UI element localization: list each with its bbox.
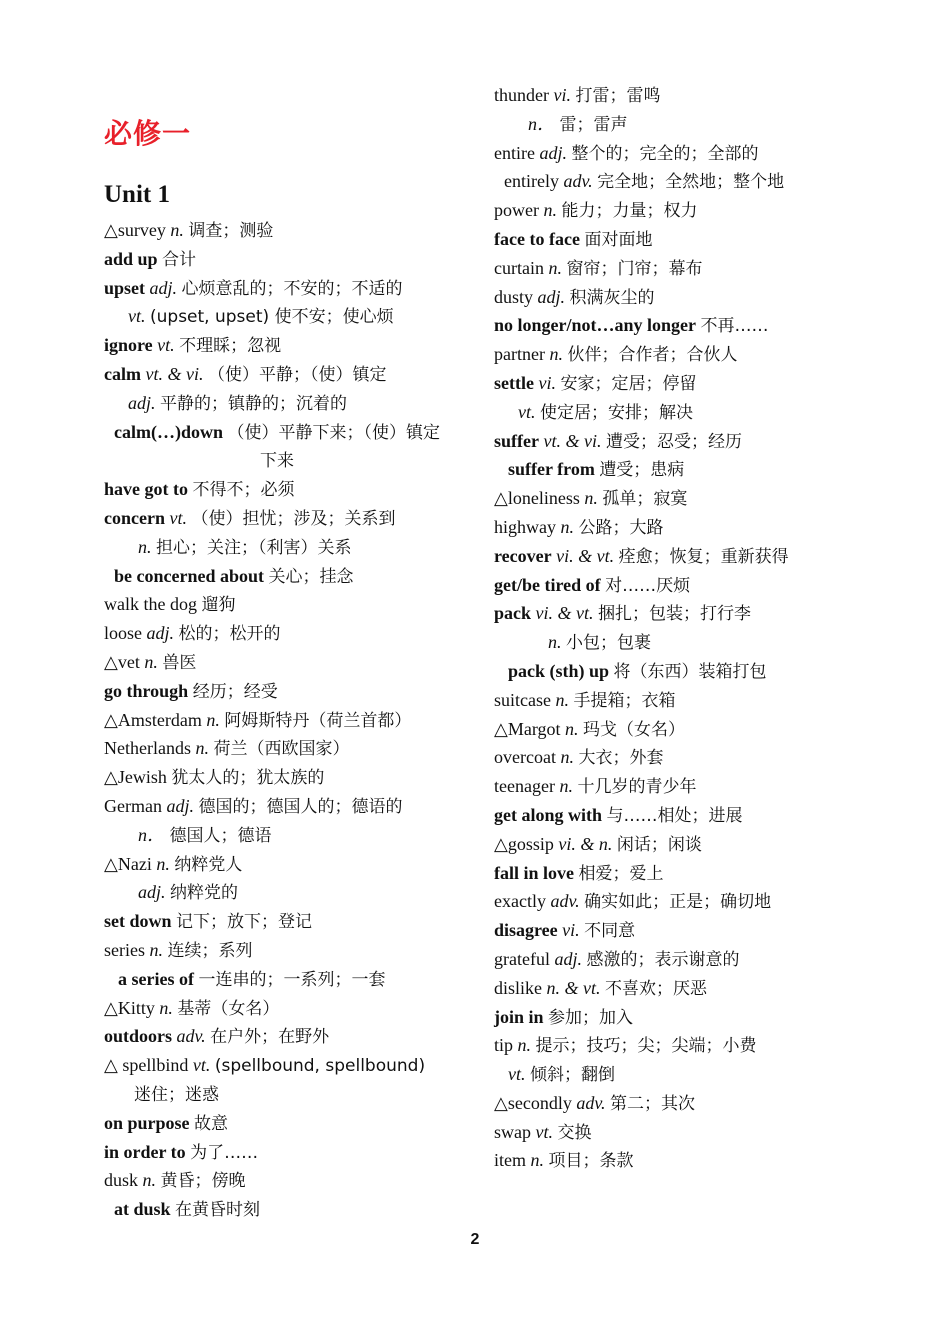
vocab-entry bbox=[104, 1195, 476, 1224]
vocab-meaning: 提示；技巧；尖；尖端；小费 bbox=[535, 1036, 757, 1057]
part-of-speech: vi. & vt. bbox=[556, 545, 615, 566]
vocab-meaning: （使）平静；（使）镇定 bbox=[207, 364, 387, 385]
vocab-meaning: 阿姆斯特丹（荷兰首都） bbox=[224, 710, 412, 731]
vocab-meaning: 第二；其次 bbox=[609, 1093, 695, 1114]
vocab-meaning: 德国人；德语 bbox=[169, 825, 272, 846]
vocab-entry bbox=[494, 599, 866, 628]
vocab-word: add up bbox=[104, 248, 158, 269]
vocab-meaning: 参加；加入 bbox=[548, 1007, 634, 1028]
part-of-speech: n. bbox=[584, 488, 598, 509]
vocab-word: settle bbox=[494, 372, 534, 393]
vocab-meaning: 交换 bbox=[557, 1122, 592, 1143]
part-of-speech: vi. & n. bbox=[558, 833, 613, 854]
part-of-speech: adv. bbox=[550, 891, 580, 912]
vocab-meaning: 故意 bbox=[194, 1113, 229, 1134]
vocab-word: swap bbox=[494, 1121, 531, 1142]
vocab-meaning: 将（东西）装箱打包 bbox=[613, 661, 767, 682]
vocab-meaning: 在户外；在野外 bbox=[210, 1027, 330, 1048]
vocab-meaning: 不喜欢；厌恶 bbox=[605, 978, 707, 999]
vocab-meaning: 打雷；雷鸣 bbox=[575, 86, 661, 106]
vocab-meaning: 安家；定居；停留 bbox=[560, 373, 697, 394]
vocab-entry bbox=[104, 504, 476, 533]
vocab-entry bbox=[104, 1109, 476, 1138]
vocab-entry bbox=[494, 715, 866, 744]
vocab-word: △loneliness bbox=[494, 488, 580, 509]
part-of-speech: n. bbox=[549, 344, 563, 365]
part-of-speech: vt. bbox=[518, 401, 536, 422]
part-of-speech: adj. bbox=[138, 882, 166, 903]
vocab-word: in order to bbox=[104, 1141, 186, 1162]
vocab-word: disagree bbox=[494, 920, 558, 941]
vocab-entry bbox=[104, 965, 476, 994]
vocab-word: upset bbox=[104, 277, 146, 298]
vocab-entry bbox=[104, 1166, 476, 1195]
vocab-meaning: 松的；松开的 bbox=[178, 624, 281, 645]
vocab-meaning: 窗帘；门帘；幕布 bbox=[566, 258, 703, 279]
vocab-meaning: 完全地；全然地；整个地 bbox=[597, 172, 785, 193]
vocab-word: △Jewish bbox=[104, 767, 167, 788]
part-of-speech: n. & vt. bbox=[546, 977, 601, 998]
part-of-speech: vi. bbox=[562, 920, 580, 941]
vocab-entry bbox=[494, 340, 866, 369]
vocab-meaning: 孤单；寂寞 bbox=[602, 489, 688, 510]
vocab-word: △vet bbox=[104, 651, 140, 672]
vocab-entry bbox=[104, 331, 476, 360]
part-of-speech: vt. bbox=[157, 335, 175, 356]
vocab-entry bbox=[104, 994, 476, 1023]
vocab-entry bbox=[104, 1022, 476, 1051]
part-of-speech: n. bbox=[206, 709, 220, 730]
vocab-entry bbox=[494, 801, 866, 830]
vocab-meaning: 确实如此；正是；确切地 bbox=[584, 892, 772, 913]
vocab-meaning: 相爱；爱上 bbox=[578, 863, 664, 884]
vocab-entry bbox=[104, 533, 476, 562]
section-title: 必修一 bbox=[104, 117, 192, 150]
vocab-meaning: 下来 bbox=[260, 451, 294, 472]
vocab-entry bbox=[104, 475, 476, 504]
vocab-meaning: 玛戈（女名） bbox=[583, 719, 686, 740]
vocab-meaning: 不同意 bbox=[584, 921, 636, 942]
part-of-speech: n. bbox=[142, 1170, 157, 1191]
vocab-meaning: 为了…… bbox=[190, 1142, 259, 1163]
part-of-speech: n. bbox=[543, 200, 557, 221]
vocab-meaning: 关心；挂念 bbox=[268, 566, 354, 587]
vocab-meaning: 遛狗 bbox=[201, 595, 236, 616]
vocab-entry bbox=[104, 821, 476, 850]
vocab-entry bbox=[494, 484, 866, 513]
part-of-speech: n. bbox=[149, 939, 163, 960]
vocab-meaning: 整个的；完全的；全部的 bbox=[571, 143, 759, 164]
vocab-meaning: 手提箱；衣箱 bbox=[573, 690, 676, 711]
vocab-entry bbox=[104, 763, 476, 792]
vocab-entry bbox=[494, 1146, 866, 1175]
part-of-speech: vt. & vi. bbox=[145, 363, 204, 384]
vocab-entry bbox=[104, 360, 476, 389]
vocab-word: German bbox=[104, 795, 162, 816]
vocab-word: calm bbox=[104, 363, 141, 384]
vocab-entry bbox=[494, 1118, 866, 1147]
part-of-speech: adv. bbox=[176, 1026, 206, 1047]
vocab-entry bbox=[494, 916, 866, 945]
vocab-word: outdoors bbox=[104, 1026, 173, 1047]
vocab-entry bbox=[494, 283, 866, 312]
vocab-entry bbox=[104, 590, 476, 619]
vocab-meaning: 平静的；镇静的；沉着的 bbox=[160, 393, 348, 414]
vocab-entry bbox=[104, 878, 476, 907]
vocab-word: have got to bbox=[104, 479, 188, 500]
part-of-speech: adv. bbox=[576, 1092, 606, 1113]
vocab-meaning: 痊愈；恢复；重新获得 bbox=[618, 546, 789, 567]
vocab-meaning: 遭受；患病 bbox=[599, 460, 685, 481]
vocab-entry bbox=[494, 311, 866, 340]
vocab-word: curtain bbox=[494, 257, 544, 278]
vocab-entry bbox=[494, 542, 866, 571]
part-of-speech: vt. bbox=[169, 507, 187, 528]
vocab-entry bbox=[494, 1031, 866, 1060]
vocab-word: loose bbox=[104, 623, 142, 644]
part-of-speech: n. bbox=[170, 220, 184, 240]
vocab-entry bbox=[104, 677, 476, 706]
vocab-word: partner bbox=[494, 344, 545, 365]
vocab-entry bbox=[104, 1051, 476, 1080]
vocab-meaning: 犹太人的；犹太族的 bbox=[171, 768, 325, 789]
vocab-meaning: 兽医 bbox=[162, 652, 197, 673]
part-of-speech: n． bbox=[528, 113, 555, 134]
vocab-entry bbox=[494, 743, 866, 772]
vocab-word: concern bbox=[104, 507, 165, 528]
vocab-word: a series of bbox=[118, 968, 194, 989]
vocab-column-left bbox=[104, 216, 476, 1224]
part-of-speech: vt. bbox=[535, 1121, 553, 1142]
part-of-speech: n. bbox=[144, 651, 158, 672]
vocab-entry bbox=[494, 139, 866, 168]
vocab-meaning: 迷住；迷惑 bbox=[134, 1084, 219, 1105]
vocab-entry bbox=[494, 772, 866, 801]
vocab-meaning: 调查；测验 bbox=[188, 221, 274, 241]
vocab-entry bbox=[494, 974, 866, 1003]
vocab-meaning: 大衣；外套 bbox=[578, 748, 664, 769]
vocab-meaning: 一连串的；一系列；一套 bbox=[198, 969, 386, 990]
vocab-word: △Kitty bbox=[104, 997, 155, 1018]
vocab-entry bbox=[104, 619, 476, 648]
vocab-meaning: （使）担忧；涉及；关系到 bbox=[191, 508, 396, 529]
part-of-speech: adj. bbox=[149, 277, 178, 298]
vocab-meaning: 经历；经受 bbox=[192, 681, 278, 702]
vocab-meaning: 纳粹党的 bbox=[170, 883, 239, 904]
vocab-meaning: 不再…… bbox=[700, 316, 769, 337]
part-of-speech: n. bbox=[548, 257, 562, 278]
vocab-entry bbox=[104, 850, 476, 879]
vocab-meaning: (spellbound, spellbound) bbox=[214, 1056, 426, 1077]
vocab-meaning: 连续；系列 bbox=[167, 940, 253, 961]
vocab-entry bbox=[104, 792, 476, 821]
vocab-word: suffer bbox=[494, 430, 539, 451]
vocab-word: dusty bbox=[494, 286, 534, 307]
part-of-speech: n. bbox=[560, 516, 574, 537]
vocab-meaning: 与……相处；进展 bbox=[606, 805, 743, 826]
vocab-entry bbox=[104, 446, 476, 475]
vocab-word: set down bbox=[104, 911, 172, 932]
vocab-entry bbox=[494, 398, 866, 427]
vocab-entry bbox=[494, 657, 866, 686]
vocab-meaning: 心烦意乱的；不安的；不适的 bbox=[181, 278, 403, 299]
part-of-speech: n. bbox=[517, 1035, 532, 1056]
vocab-entry bbox=[104, 1080, 476, 1109]
vocab-entry bbox=[104, 734, 476, 763]
part-of-speech: vi. & vt. bbox=[535, 603, 594, 624]
vocab-word: △Amsterdam bbox=[104, 709, 202, 730]
vocab-meaning: 感激的；表示谢意的 bbox=[586, 949, 740, 970]
vocab-meaning: 担心；关注；（利害）关系 bbox=[156, 537, 352, 558]
vocab-entry bbox=[494, 427, 866, 456]
vocab-word: △ spellbind bbox=[104, 1055, 189, 1076]
vocab-entry bbox=[104, 706, 476, 735]
part-of-speech: adj. bbox=[537, 286, 566, 307]
vocab-entry bbox=[494, 369, 866, 398]
vocab-word: walk the dog bbox=[104, 594, 197, 615]
vocab-word: pack (sth) up bbox=[508, 660, 610, 681]
vocab-word: on purpose bbox=[104, 1112, 190, 1133]
vocab-meaning: 公路；大路 bbox=[578, 517, 664, 538]
vocab-entry bbox=[494, 830, 866, 859]
vocab-meaning: 基蒂（女名） bbox=[177, 998, 280, 1019]
vocab-meaning: 不得不；必须 bbox=[192, 480, 295, 501]
vocab-word: entirely bbox=[504, 171, 559, 192]
vocab-word: pack bbox=[494, 603, 532, 624]
vocab-word: be concerned about bbox=[114, 565, 264, 586]
vocab-meaning: 伙伴；合作者；合伙人 bbox=[567, 345, 738, 366]
vocab-entry bbox=[494, 1089, 866, 1118]
vocab-entry bbox=[494, 513, 866, 542]
vocab-meaning: 面对面地 bbox=[584, 229, 653, 250]
vocab-entry bbox=[104, 389, 476, 418]
vocab-entry bbox=[494, 571, 866, 600]
vocab-word: face to face bbox=[494, 228, 580, 249]
part-of-speech: vi. bbox=[538, 372, 556, 393]
vocab-meaning: 雷；雷声 bbox=[559, 114, 628, 135]
vocab-word: overcoat bbox=[494, 747, 556, 768]
vocab-word: teenager bbox=[494, 776, 555, 797]
vocab-meaning: 对……厌烦 bbox=[605, 575, 691, 596]
vocab-word: get along with bbox=[494, 804, 602, 825]
vocab-entry bbox=[104, 936, 476, 965]
vocab-word: Netherlands bbox=[104, 738, 191, 759]
vocab-meaning: 记下；放下；登记 bbox=[176, 912, 313, 933]
part-of-speech: adv. bbox=[563, 171, 593, 192]
vocab-entry bbox=[494, 859, 866, 888]
vocab-word: △Nazi bbox=[104, 853, 152, 874]
vocab-column-right bbox=[494, 81, 866, 1175]
vocab-entry bbox=[104, 1138, 476, 1167]
vocab-meaning: 荷兰（西欧国家） bbox=[213, 739, 350, 760]
part-of-speech: n. bbox=[156, 853, 170, 874]
vocab-entry bbox=[104, 418, 476, 447]
vocab-meaning: 黄昏；傍晚 bbox=[160, 1171, 246, 1192]
vocab-word: item bbox=[494, 1150, 526, 1171]
part-of-speech: adj. bbox=[166, 795, 194, 816]
part-of-speech: adj. bbox=[146, 623, 175, 644]
vocab-entry bbox=[104, 302, 476, 331]
part-of-speech: vi. bbox=[553, 85, 571, 105]
vocab-entry bbox=[494, 196, 866, 225]
vocab-entry bbox=[494, 254, 866, 283]
vocab-word: at dusk bbox=[114, 1199, 171, 1220]
vocab-word: dusk bbox=[104, 1170, 139, 1191]
vocab-word: no longer/not…any longer bbox=[494, 315, 697, 336]
vocab-entry bbox=[494, 225, 866, 254]
vocab-word: highway bbox=[494, 516, 556, 537]
vocab-meaning: 闲话；闲谈 bbox=[616, 834, 702, 855]
vocab-meaning: 纳粹党人 bbox=[174, 854, 243, 875]
vocab-entry bbox=[494, 1060, 866, 1089]
vocab-meaning: 能力；力量；权力 bbox=[561, 201, 698, 222]
vocab-entry bbox=[104, 274, 476, 303]
vocab-meaning: 德国的；德国人的；德语的 bbox=[198, 796, 403, 817]
part-of-speech: n. bbox=[195, 738, 209, 759]
part-of-speech: vt. bbox=[192, 1055, 211, 1076]
vocab-meaning: 项目；条款 bbox=[548, 1151, 634, 1172]
part-of-speech: vt. & vi. bbox=[543, 430, 602, 451]
vocab-word: exactly bbox=[494, 891, 546, 912]
vocab-word: grateful bbox=[494, 948, 550, 969]
vocab-entry bbox=[104, 216, 476, 245]
vocab-word: dislike bbox=[494, 977, 542, 998]
vocab-word: go through bbox=[104, 680, 189, 701]
unit-title: Unit 1 bbox=[104, 181, 170, 208]
vocab-entry bbox=[494, 81, 866, 110]
vocab-entry bbox=[494, 887, 866, 916]
vocab-word: get/be tired of bbox=[494, 574, 601, 595]
vocab-entry bbox=[104, 245, 476, 274]
part-of-speech: adj. bbox=[554, 948, 582, 969]
vocab-entry bbox=[494, 945, 866, 974]
vocab-meaning: 十几岁的青少年 bbox=[577, 777, 697, 798]
part-of-speech: n. bbox=[548, 632, 562, 653]
vocab-word: △secondly bbox=[494, 1092, 572, 1113]
vocab-entry bbox=[494, 628, 866, 657]
vocab-word: power bbox=[494, 200, 539, 221]
vocab-meaning: 遭受；忍受；经历 bbox=[605, 431, 742, 452]
vocab-entry bbox=[104, 648, 476, 677]
part-of-speech: n. bbox=[559, 776, 573, 797]
vocab-word: suffer from bbox=[508, 459, 595, 480]
vocab-word: thunder bbox=[494, 85, 549, 105]
vocab-word: ignore bbox=[104, 335, 153, 356]
part-of-speech: adj. bbox=[539, 142, 567, 163]
part-of-speech: vt. bbox=[508, 1064, 526, 1085]
vocab-entry bbox=[494, 167, 866, 196]
vocab-entry bbox=[494, 455, 866, 484]
vocab-meaning: （使）平静下来；（使）镇定 bbox=[227, 422, 440, 443]
vocab-meaning: 在黄昏时刻 bbox=[175, 1200, 261, 1221]
vocab-entry bbox=[104, 907, 476, 936]
vocab-entry bbox=[494, 686, 866, 715]
vocab-word: join in bbox=[494, 1006, 544, 1027]
part-of-speech: n. bbox=[560, 747, 574, 768]
vocab-word: recover bbox=[494, 545, 552, 566]
vocab-word: △Margot bbox=[494, 718, 561, 739]
part-of-speech: n. bbox=[555, 689, 569, 710]
part-of-speech: n. bbox=[138, 536, 152, 557]
part-of-speech: adj. bbox=[128, 392, 156, 413]
vocab-meaning: 小包；包裹 bbox=[566, 633, 651, 654]
vocab-entry bbox=[494, 1003, 866, 1032]
vocab-entry bbox=[104, 562, 476, 591]
part-of-speech: n. bbox=[565, 718, 579, 739]
vocab-word: calm(…)down bbox=[114, 421, 223, 442]
vocab-meaning: 捆扎；包装；打行李 bbox=[598, 604, 751, 625]
vocab-word: entire bbox=[494, 142, 535, 163]
part-of-speech: n． bbox=[138, 824, 165, 845]
part-of-speech: n. bbox=[159, 997, 173, 1018]
vocab-word: tip bbox=[494, 1035, 514, 1056]
vocab-meaning: (upset, upset) 使不安；使心烦 bbox=[150, 307, 394, 328]
vocab-word: series bbox=[104, 939, 145, 960]
vocab-word: fall in love bbox=[494, 862, 574, 883]
vocab-entry bbox=[494, 110, 866, 139]
vocab-meaning: 积满灰尘的 bbox=[569, 287, 655, 308]
page-number: 2 bbox=[470, 1231, 480, 1248]
vocab-meaning: 不理睬；忽视 bbox=[179, 336, 282, 357]
vocab-word: △gossip bbox=[494, 833, 554, 854]
part-of-speech: n. bbox=[530, 1150, 544, 1171]
vocab-word: △survey bbox=[104, 220, 166, 240]
vocab-meaning: 合计 bbox=[162, 249, 197, 270]
vocab-meaning: 倾斜；翻倒 bbox=[530, 1065, 615, 1086]
vocab-meaning: 使定居；安排；解决 bbox=[540, 402, 693, 423]
vocab-word: suitcase bbox=[494, 689, 551, 710]
part-of-speech: vt. bbox=[128, 306, 146, 327]
